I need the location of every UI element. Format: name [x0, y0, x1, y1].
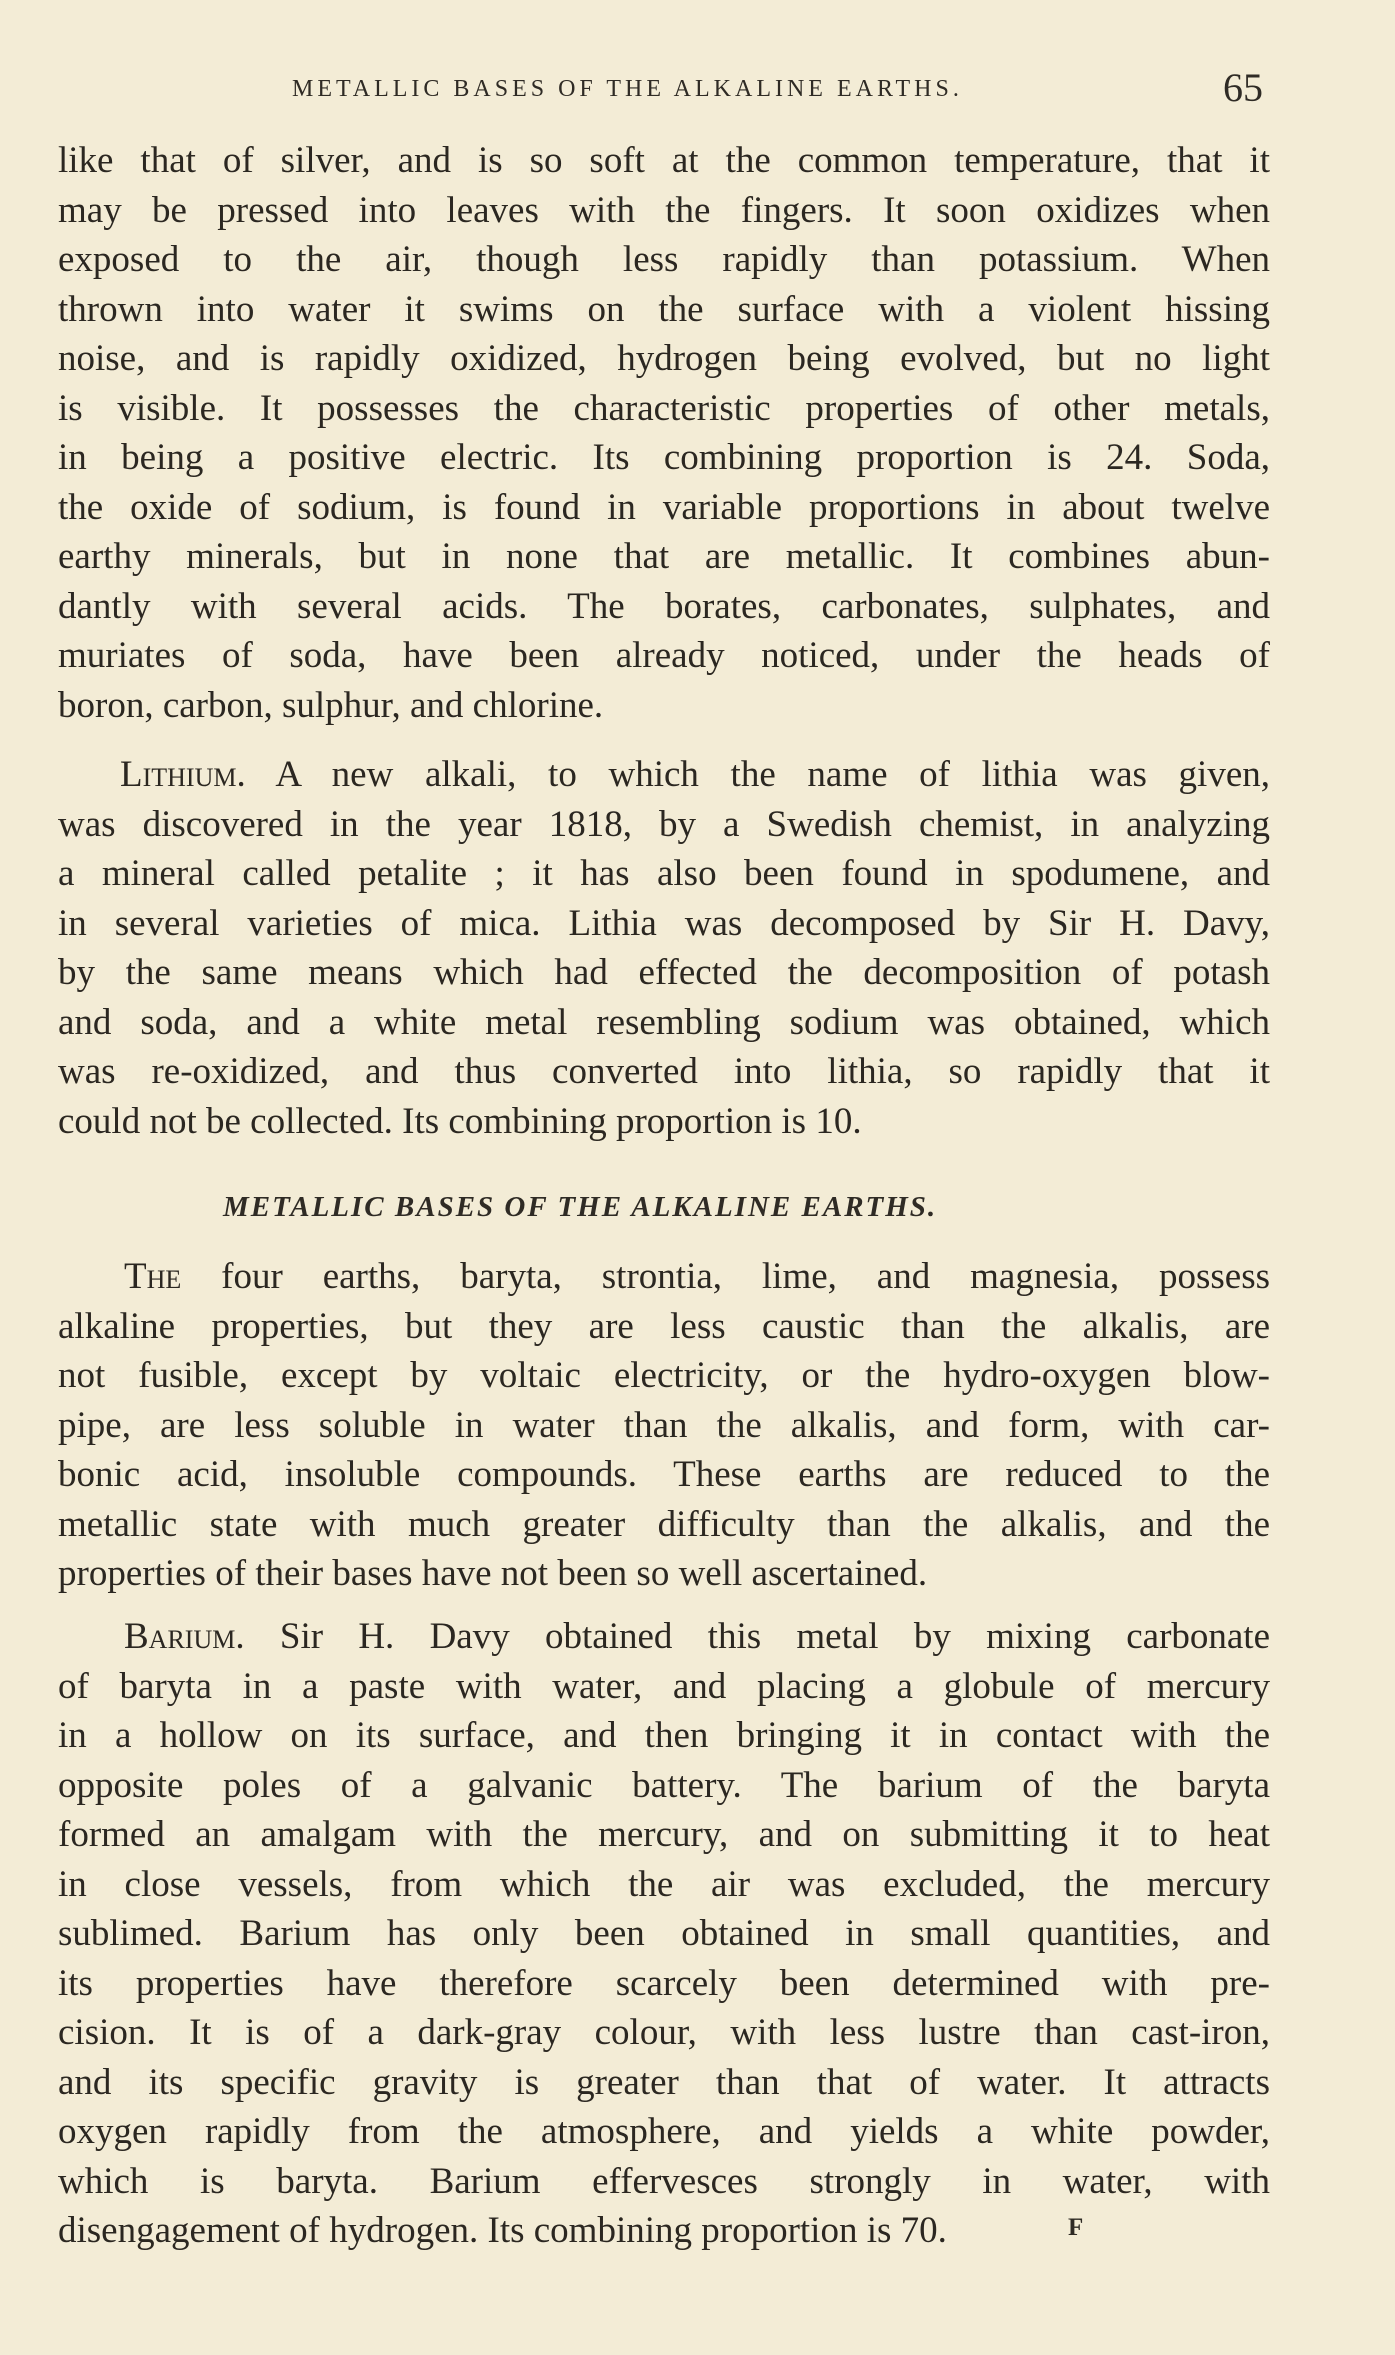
text-line: not fusible, except by voltaic electricity, or the hydro-oxygen blow-: [58, 1355, 1270, 1396]
text-line: cision. It is of a dark-gray colour, with less lustre than cast-iron,: [58, 2012, 1270, 2053]
paragraph-lead: Lithium.: [120, 754, 246, 795]
text-line: properties of their bases have not been so well ascertained.: [58, 1553, 928, 1594]
page-number: 65: [1223, 65, 1263, 110]
running-header: [292, 64, 1272, 110]
text-line: metallic state with much greater difficulty than the alkalis, and the: [58, 1503, 1270, 1545]
text-line: and soda, and a white metal resembling sodium was obtained, which: [58, 1001, 1270, 1043]
text-line: may be pressed into leaves with the fingers. It soon oxidizes when: [58, 189, 1270, 231]
paragraph-sodium-continued: [58, 136, 1270, 730]
text-line: sublimed. Barium has only been obtained in small quantities, and: [58, 1913, 1270, 1954]
text-line: bonic acid, insoluble compounds. These earths are reduced to the: [58, 1454, 1270, 1495]
text-line: alkaline properties, but they are less caustic than the alkalis, are: [58, 1305, 1270, 1347]
text-line: by the same means which had effected the decomposition of potash: [58, 952, 1270, 993]
text-line: could not be collected. Its combining proportion is 10.: [58, 1100, 862, 1142]
text-line: pipe, are less soluble in water than the alkalis, and form, with car-: [58, 1404, 1270, 1446]
text-line: in a hollow on its surface, and then bringing it in contact with the: [58, 1715, 1270, 1756]
text-line: was re-oxidized, and thus converted into lithia, so rapidly that it: [58, 1051, 1270, 1092]
paragraph-alkaline-earths: [58, 1252, 1270, 1599]
section-heading: METALLIC BASES OF THE ALKALINE EARTHS.: [223, 1191, 938, 1223]
running-title: METALLIC BASES OF THE ALKALINE EARTHS.: [292, 76, 963, 102]
paragraph-first-line: [58, 1612, 1270, 1662]
text-line: its properties have therefore scarcely been determined with pre-: [58, 1962, 1270, 2004]
text-line: earthy minerals, but in none that are metallic. It combines abun-: [58, 536, 1270, 577]
paragraph-first-line: [58, 750, 1270, 800]
first-line-text: Sir H. Davy obtained this metal by mixing carbonate: [279, 1616, 1270, 1657]
text-line: in several varieties of mica. Lithia was decomposed by Sir H. Davy,: [58, 902, 1270, 944]
paragraph-barium: [58, 1612, 1270, 2256]
text-line: disengagement of hydrogen. Its combining proportion is 70.: [58, 2210, 947, 2251]
text-line: opposite poles of a galvanic battery. The barium of the baryta: [58, 1764, 1270, 1806]
text-line: in being a positive electric. Its combining proportion is 24. Soda,: [58, 437, 1270, 478]
signature-mark: F: [1068, 2214, 1084, 2241]
text-line: exposed to the air, though less rapidly than potassium. When: [58, 239, 1270, 280]
text-line: the oxide of sodium, is found in variable proportions in about twelve: [58, 486, 1270, 528]
text-line: and its specific gravity is greater than that of water. It attracts: [58, 2061, 1270, 2103]
paragraph-lead: The: [124, 1256, 182, 1297]
text-line: a mineral called petalite ; it has also been found in spodumene, and: [58, 853, 1270, 894]
text-line: noise, and is rapidly oxidized, hydrogen being evolved, but no light: [58, 338, 1270, 379]
paragraph-first-line: [58, 1252, 1270, 1302]
text-line: is visible. It possesses the characteristic properties of other metals,: [58, 387, 1270, 429]
paragraph-lead: Barium.: [124, 1616, 245, 1657]
first-line-text: four earths, baryta, strontia, lime, and magnesia, possess: [221, 1256, 1270, 1297]
text-line: like that of silver, and is so soft at the common temperature, that it: [58, 140, 1270, 181]
text-line: oxygen rapidly from the atmosphere, and yields a white powder,: [58, 2111, 1270, 2152]
text-line: dantly with several acids. The borates, carbonates, sulphates, and: [58, 585, 1270, 627]
text-line: formed an amalgam with the mercury, and on submitting it to heat: [58, 1814, 1270, 1855]
text-line: muriates of soda, have been already noticed, under the heads of: [58, 635, 1270, 676]
text-line: thrown into water it swims on the surface with a violent hissing: [58, 288, 1270, 330]
text-line: was discovered in the year 1818, by a Swedish chemist, in analyzing: [58, 803, 1270, 845]
first-line-text: A new alkali, to which the name of lithia was given,: [275, 754, 1270, 795]
paragraph-lithium: [58, 750, 1270, 1146]
text-line: which is baryta. Barium effervesces strongly in water, with: [58, 2160, 1270, 2202]
text-line: of baryta in a paste with water, and placing a globule of mercury: [58, 1665, 1270, 1707]
text-line: in close vessels, from which the air was excluded, the mercury: [58, 1863, 1270, 1905]
text-line: boron, carbon, sulphur, and chlorine.: [58, 684, 604, 726]
